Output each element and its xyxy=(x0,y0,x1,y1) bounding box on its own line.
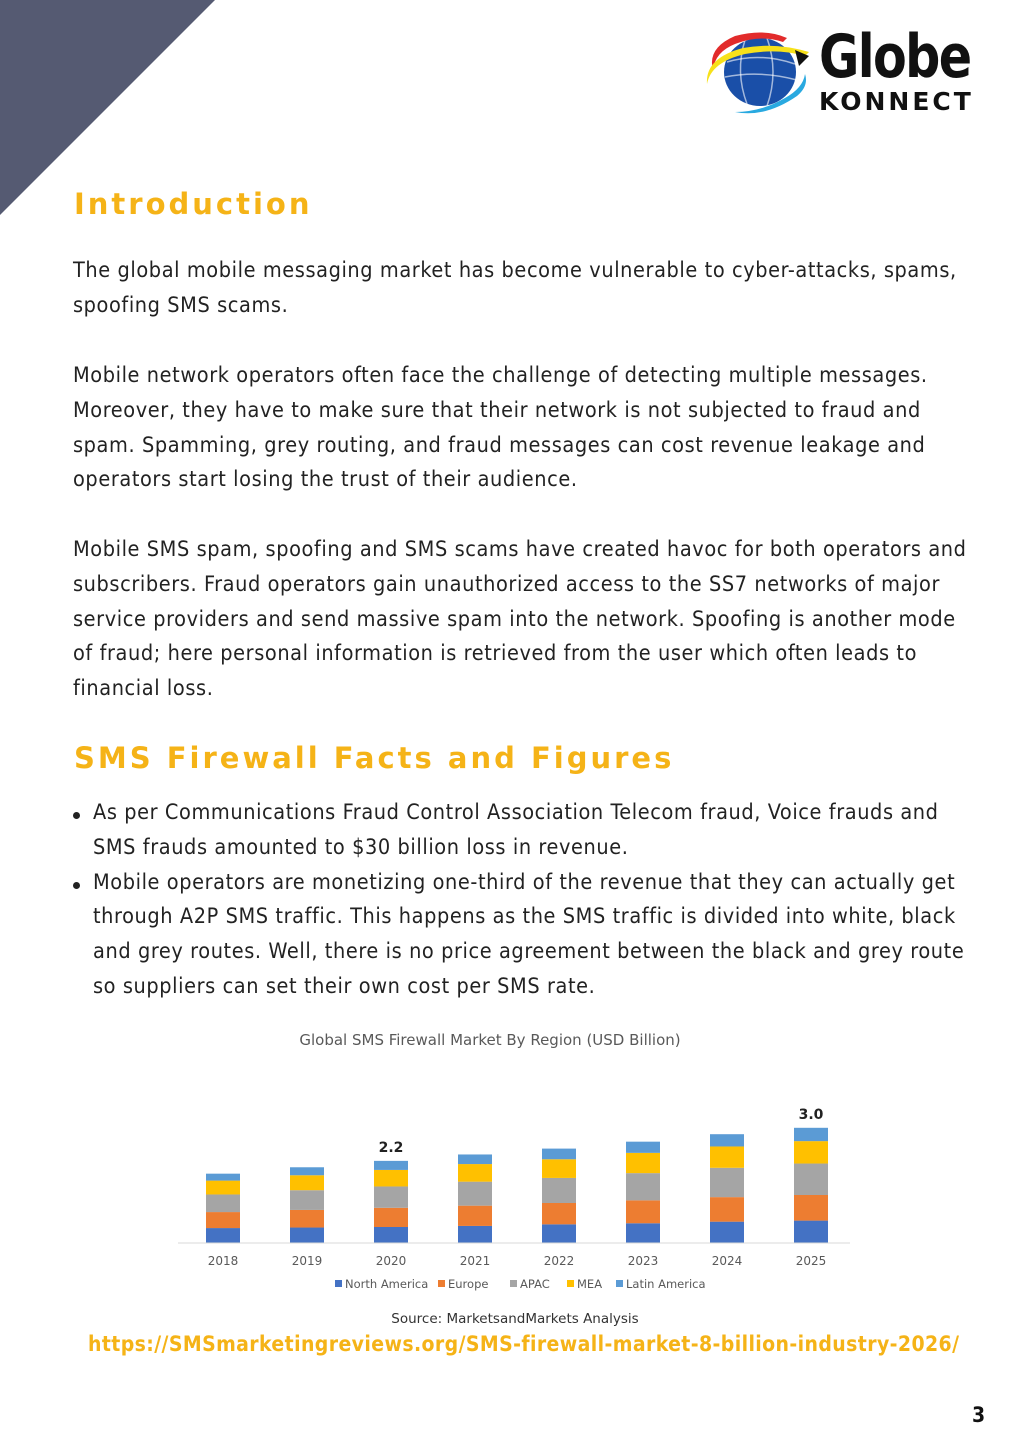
total-label-2020: 2.2 xyxy=(378,1139,404,1156)
legend-swatch xyxy=(510,1280,517,1287)
legend-label: North America xyxy=(345,1277,429,1291)
bar-2025-apac xyxy=(794,1164,828,1195)
x-tick-label: 2023 xyxy=(627,1254,659,1268)
bar-2021-north-america xyxy=(458,1226,492,1243)
legend-item-apac xyxy=(510,1277,550,1291)
x-tick-label: 2020 xyxy=(375,1254,407,1268)
bar-2020-north-america xyxy=(374,1227,408,1243)
legend-item-north-america xyxy=(335,1277,428,1291)
bar-2019-apac xyxy=(290,1190,324,1210)
bar-2024-europe xyxy=(710,1197,744,1222)
bar-2024-latin-america xyxy=(710,1134,744,1146)
bar-2022-latin-america xyxy=(542,1149,576,1160)
bar-2022-europe xyxy=(542,1203,576,1224)
legend-swatch xyxy=(335,1280,342,1287)
intro-paragraph-1: The global mobile messaging market has become vulnerable to cyber-attacks, spams, spoofing SMS scams. xyxy=(73,258,957,318)
bar-2025-mea xyxy=(794,1141,828,1163)
bar-2022-north-america xyxy=(542,1224,576,1243)
bar-2024-mea xyxy=(710,1146,744,1167)
legend-label: MEA xyxy=(577,1277,603,1291)
chart-svg xyxy=(170,1022,870,1332)
bar-2020-apac xyxy=(374,1186,408,1207)
legend-swatch xyxy=(438,1280,445,1287)
x-tick-label: 2024 xyxy=(711,1254,743,1268)
legend-label: APAC xyxy=(520,1277,550,1291)
bar-2019-latin-america xyxy=(290,1167,324,1175)
bar-2025-europe xyxy=(794,1195,828,1221)
bar-2020-mea xyxy=(374,1170,408,1187)
bar-2018-latin-america xyxy=(206,1174,240,1181)
bar-2023-mea xyxy=(626,1153,660,1173)
list-item: As per Communications Fraud Control Association Telecom fraud, Voice frauds and SMS frauds amounted to $30 billion loss in revenue. xyxy=(73,796,983,866)
legend-item-latin-america xyxy=(616,1277,706,1291)
globe-konnect-logo xyxy=(705,22,980,122)
bar-2024-north-america xyxy=(710,1222,744,1243)
bar-2021-mea xyxy=(458,1164,492,1182)
legend-label: Europe xyxy=(448,1277,489,1291)
x-tick-label: 2025 xyxy=(795,1254,827,1268)
chart-source: Source: MarketsandMarkets Analysis xyxy=(391,1311,639,1327)
bar-2018-mea xyxy=(206,1181,240,1195)
market-chart xyxy=(170,1022,870,1332)
page-number: 3 xyxy=(972,1403,986,1427)
intro-paragraph-2: Mobile network operators often face the challenge of detecting multiple messages. Moreover, they have to make sure that their network is not subjected to fraud and spam. Spamming, grey routing, and fraud messages can cost revenue leakage and operators start losing the trust of their audience. xyxy=(73,363,928,493)
legend-label: Latin America xyxy=(626,1277,706,1291)
brand-sub: KONNECT xyxy=(819,87,974,116)
bar-2022-apac xyxy=(542,1178,576,1203)
bar-2023-apac xyxy=(626,1173,660,1200)
bar-2025-latin-america xyxy=(794,1128,828,1141)
bar-2023-latin-america xyxy=(626,1142,660,1153)
bar-2018-europe xyxy=(206,1212,240,1228)
legend-swatch xyxy=(567,1280,574,1287)
bar-2024-apac xyxy=(710,1168,744,1197)
facts-list xyxy=(73,796,983,1005)
x-tick-label: 2018 xyxy=(207,1254,239,1268)
bar-2021-europe xyxy=(458,1206,492,1226)
intro-heading: Introduction xyxy=(74,187,313,221)
bar-2018-north-america xyxy=(206,1228,240,1243)
source-link[interactable]: https://SMSmarketingreviews.org/SMS-firewall-market-8-billion-industry-2026/ xyxy=(88,1332,960,1356)
bar-2022-mea xyxy=(542,1159,576,1178)
chart-title: Global SMS Firewall Market By Region (USD Billion) xyxy=(299,1031,681,1049)
legend-swatch xyxy=(616,1280,623,1287)
x-tick-label: 2022 xyxy=(543,1254,575,1268)
bar-2019-mea xyxy=(290,1175,324,1190)
globe-icon xyxy=(705,22,815,122)
bar-2020-europe xyxy=(374,1208,408,1227)
bar-2023-europe xyxy=(626,1200,660,1223)
intro-paragraph-3: Mobile SMS spam, spoofing and SMS scams have created havoc for both operators and subscribers. Fraud operators gain unauthorized access to the SS7 networks of major service providers and send massive spam into the network. Spoofing is another mode of fraud; here personal information is retrieved from the user which often leads to financial loss. xyxy=(73,537,967,702)
bar-2019-north-america xyxy=(290,1228,324,1243)
bar-2019-europe xyxy=(290,1210,324,1228)
total-label-2025: 3.0 xyxy=(798,1106,824,1123)
legend-item-europe xyxy=(438,1277,488,1291)
legend-item-mea xyxy=(567,1277,602,1291)
corner-decoration xyxy=(0,0,215,215)
bar-2021-latin-america xyxy=(458,1154,492,1164)
x-tick-label: 2019 xyxy=(291,1254,323,1268)
bar-2021-apac xyxy=(458,1182,492,1206)
bar-2018-apac xyxy=(206,1194,240,1212)
bar-2025-north-america xyxy=(794,1221,828,1243)
bar-2020-latin-america xyxy=(374,1161,408,1170)
list-item: Mobile operators are monetizing one-third of the revenue that they can actually get through A2P SMS traffic. This happens as the SMS traffic is divided into white, black and grey routes. Well, there is no price agreement between the black and grey route so suppliers can set their own cost per SMS rate. xyxy=(73,866,983,1005)
facts-heading: SMS Firewall Facts and Figures xyxy=(74,741,675,775)
x-tick-label: 2021 xyxy=(459,1254,491,1268)
brand-name: Globe xyxy=(819,22,971,92)
bar-2023-north-america xyxy=(626,1223,660,1243)
